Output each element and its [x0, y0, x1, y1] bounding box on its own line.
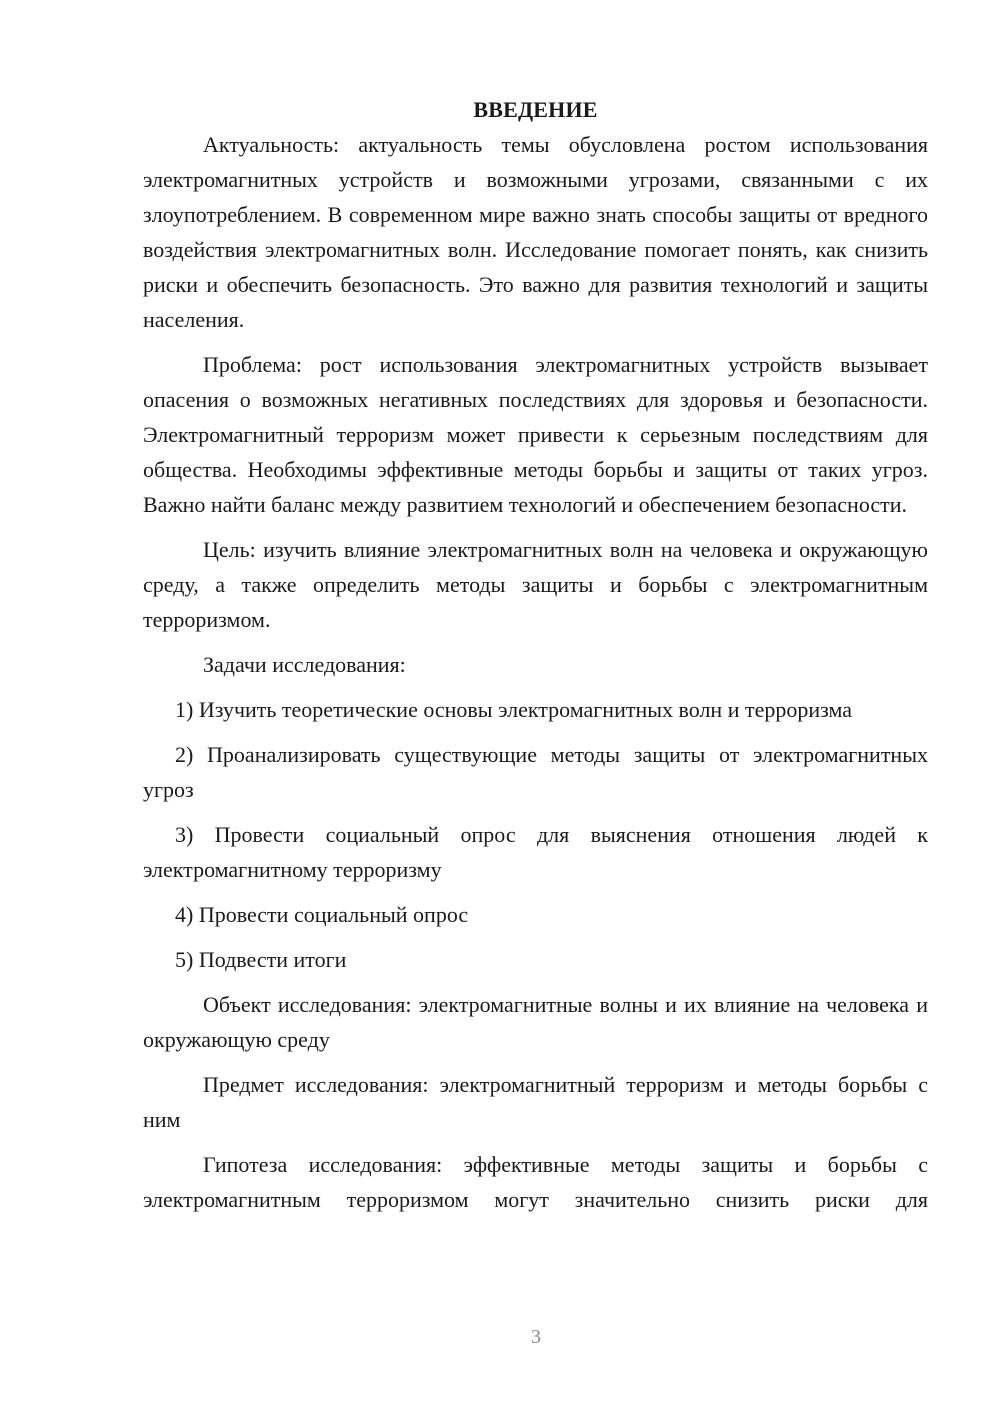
- subject-paragraph: Предмет исследования: электромагнитный терроризм и методы борьбы с ним: [143, 1072, 928, 1132]
- problem-paragraph: Проблема: рост использования электромагнитных устройств вызывает опасения о возможных негативных последствиях для здоровья и безопасности. Электромагнитный терроризм может привести к серьезным последствиям для общества. Необходимы эффективные методы борьбы и защиты от таких угроз. Важно найти баланс между развитием технологий и обеспечением безопасности.: [143, 352, 928, 517]
- goal-paragraph: Цель: изучить влияние электромагнитных волн на человека и окружающую среду, а также определить методы защиты и борьбы с электромагнитным терроризмом.: [143, 537, 928, 632]
- task-item-1: 1) Изучить теоретические основы электромагнитных волн и терроризма: [175, 697, 853, 722]
- task-item-2: 2) Проанализировать существующие методы защиты от электромагнитных угроз: [143, 742, 928, 802]
- task-item-3: 3) Провести социальный опрос для выяснения отношения людей к электромагнитному терроризму: [143, 822, 928, 882]
- task-item-4: 4) Провести социальный опрос: [175, 902, 469, 927]
- task-item-5: 5) Подвести итоги: [175, 947, 347, 972]
- page-number: 3: [531, 1326, 541, 1348]
- relevance-paragraph: Актуальность: актуальность темы обусловлена ростом использования электромагнитных устройств и возможными угрозами, связанными с их злоупотреблением. В современном мире важно знать способы защиты от вредного воздействия электромагнитных волн. Исследование помогает понять, как снизить риски и обеспечить безопасность. Это важно для развития технологий и защиты населения.: [143, 132, 928, 332]
- tasks-heading: Задачи исследования:: [203, 652, 406, 677]
- object-paragraph: Объект исследования: электромагнитные волны и их влияние на человека и окружающую среду: [143, 992, 928, 1052]
- hypothesis-paragraph: Гипотеза исследования: эффективные методы защиты и борьбы с электромагнитным терроризмом могут значительно снизить риски для: [143, 1152, 928, 1212]
- document-body: [143, 92, 928, 1227]
- page-title: ВВЕДЕНИЕ: [473, 97, 598, 122]
